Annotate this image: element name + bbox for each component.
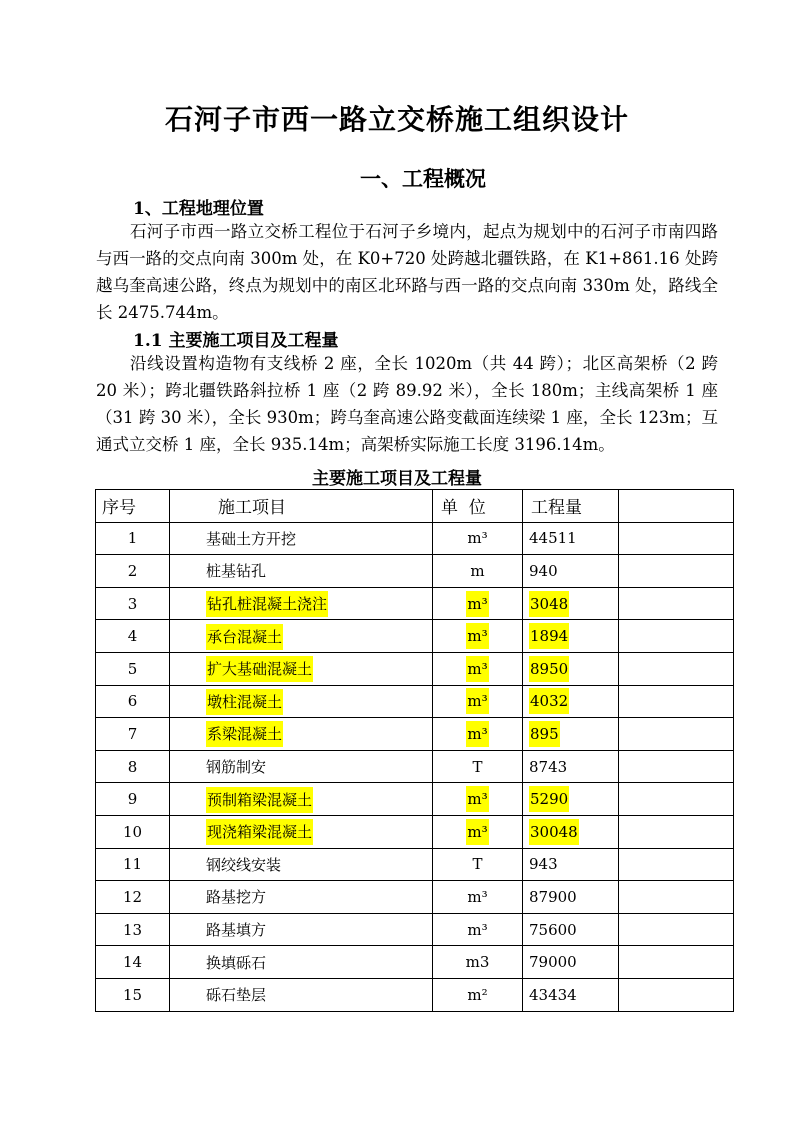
- row-blank: [619, 783, 734, 816]
- row-unit-text: m³: [466, 721, 488, 747]
- row-quantity-text: 79000: [529, 953, 577, 972]
- row-unit: [433, 620, 523, 653]
- row-item-text: 路基填方: [206, 921, 267, 940]
- row-unit-text: m³: [467, 920, 488, 939]
- table-row: [96, 718, 734, 751]
- row-number-text: 15: [122, 985, 143, 1004]
- table-row: [96, 815, 734, 848]
- row-item: [170, 685, 433, 718]
- row-quantity: [523, 848, 619, 881]
- row-blank: [619, 815, 734, 848]
- row-item-text: 钢筋制安: [206, 758, 267, 777]
- row-unit: [433, 652, 523, 685]
- table-body: [96, 522, 734, 1011]
- row-unit-text: m³: [466, 591, 488, 617]
- row-quantity-text: 43434: [529, 985, 577, 1004]
- table-row: [96, 522, 734, 555]
- row-quantity-text: 940: [529, 561, 558, 580]
- table-row: [96, 750, 734, 783]
- row-number: [96, 718, 170, 751]
- row-number: [96, 913, 170, 946]
- row-item-text: 预制箱梁混凝土: [206, 787, 313, 813]
- row-blank: [619, 913, 734, 946]
- row-quantity: [523, 978, 619, 1011]
- row-item: [170, 881, 433, 914]
- row-quantity-text: 4032: [529, 688, 569, 714]
- row-item: [170, 978, 433, 1011]
- row-unit-text: m³: [467, 529, 488, 548]
- table-row: [96, 685, 734, 718]
- table-row: [96, 978, 734, 1011]
- row-item: [170, 718, 433, 751]
- row-unit: [433, 881, 523, 914]
- row-blank: [619, 587, 734, 620]
- row-number-text: 8: [127, 757, 138, 776]
- row-number: [96, 555, 170, 588]
- row-unit: [433, 783, 523, 816]
- subsection-heading-quantities: 1.1 主要施工项目及工程量: [133, 331, 339, 351]
- row-quantity: [523, 750, 619, 783]
- row-item-text: 承台混凝土: [206, 624, 283, 650]
- table-row: [96, 848, 734, 881]
- row-quantity-text: 8950: [529, 656, 569, 682]
- row-unit-text: m³: [466, 819, 488, 845]
- table-row: [96, 587, 734, 620]
- table-row: [96, 946, 734, 979]
- row-number: [96, 620, 170, 653]
- row-number-text: 6: [127, 692, 138, 711]
- row-unit-text: m³: [466, 688, 488, 714]
- row-number: [96, 881, 170, 914]
- header-unit: 单 位: [433, 490, 523, 523]
- row-blank: [619, 522, 734, 555]
- row-item: [170, 913, 433, 946]
- row-quantity: [523, 587, 619, 620]
- row-number: [96, 587, 170, 620]
- row-quantity: [523, 685, 619, 718]
- row-blank: [619, 848, 734, 881]
- row-number: [96, 848, 170, 881]
- row-number: [96, 750, 170, 783]
- table-row: [96, 555, 734, 588]
- row-item-text: 现浇箱梁混凝土: [206, 819, 313, 845]
- page-title: 石河子市西一路立交桥施工组织设计: [164, 103, 629, 136]
- header-item: 施工项目: [170, 490, 433, 523]
- row-number-text: 13: [122, 920, 143, 939]
- row-number-text: 14: [122, 953, 143, 972]
- row-item: [170, 750, 433, 783]
- row-number: [96, 783, 170, 816]
- quantities-table: [95, 489, 734, 1012]
- row-unit: [433, 750, 523, 783]
- header-blank: [619, 490, 734, 523]
- row-blank: [619, 555, 734, 588]
- row-quantity: [523, 620, 619, 653]
- row-quantity-text: 943: [529, 855, 558, 874]
- row-number-text: 11: [122, 855, 143, 874]
- row-unit-text: m³: [466, 786, 488, 812]
- row-quantity-text: 1894: [529, 623, 569, 649]
- row-blank: [619, 881, 734, 914]
- row-item-text: 钻孔桩混凝土浇注: [206, 591, 328, 617]
- row-unit: [433, 815, 523, 848]
- row-quantity-text: 44511: [529, 529, 577, 548]
- quantities-paragraph: 沿线设置构造物有支线桥 2 座，全长 1020m（共 44 跨）；北区高架桥（2 跨 20 米）；跨北疆铁路斜拉桥 1 座（2 跨 89.92 米），全长 180m；主线高架桥 1 座（31 跨 30 米），全长 930m；跨乌奎高速公路变截面连续梁 1 座，全长 123m；互通式立交桥 1 座，全长 935.14m；高架桥实际施工长度 3196.14m。: [96, 354, 718, 454]
- location-paragraph: 石河子市西一路立交桥工程位于石河子乡境内，起点为规划中的石河子市南四路与西一路的交点向南 300m 处，在 K0+720 处跨越北疆铁路，在 K1+861.16 处跨越乌奎高速公路，终点为规划中的南区北环路与西一路的交点向南 330m 处，路线全长 2475.744m。: [96, 222, 718, 322]
- row-unit: [433, 718, 523, 751]
- row-number-text: 10: [122, 822, 143, 841]
- row-unit-text: m³: [467, 887, 488, 906]
- row-number: [96, 815, 170, 848]
- row-item: [170, 555, 433, 588]
- row-item: [170, 652, 433, 685]
- row-blank: [619, 620, 734, 653]
- row-blank: [619, 750, 734, 783]
- table-row: [96, 620, 734, 653]
- row-item-text: 钢绞线安装: [206, 855, 282, 874]
- row-blank: [619, 946, 734, 979]
- header-no: 序号: [96, 490, 170, 523]
- row-item-text: 路基挖方: [206, 888, 267, 907]
- row-unit-text: m³: [466, 623, 488, 649]
- row-unit: [433, 848, 523, 881]
- row-number-text: 2: [127, 561, 138, 580]
- section-title: 一、工程概况: [360, 166, 486, 191]
- row-item: [170, 783, 433, 816]
- row-quantity-text: 87900: [529, 887, 577, 906]
- row-number: [96, 685, 170, 718]
- table-row: [96, 881, 734, 914]
- row-unit-text: T: [472, 757, 483, 776]
- row-item: [170, 815, 433, 848]
- row-number: [96, 946, 170, 979]
- row-unit: [433, 978, 523, 1011]
- row-number-text: 5: [127, 659, 138, 678]
- row-unit: [433, 946, 523, 979]
- row-item: [170, 848, 433, 881]
- table-caption: 主要施工项目及工程量: [312, 469, 482, 489]
- row-quantity: [523, 522, 619, 555]
- row-number-text: 9: [127, 790, 138, 809]
- row-item-text: 墩柱混凝土: [206, 689, 283, 715]
- row-number: [96, 978, 170, 1011]
- row-item-text: 换填砾石: [206, 953, 267, 972]
- row-quantity-text: 30048: [529, 819, 579, 845]
- row-number-text: 7: [127, 724, 138, 743]
- row-quantity: [523, 652, 619, 685]
- row-quantity-text: 895: [529, 721, 560, 747]
- row-unit-text: m³: [466, 656, 488, 682]
- row-number-text: 3: [127, 594, 138, 613]
- row-quantity-text: 3048: [529, 591, 569, 617]
- row-unit-text: m: [470, 561, 485, 580]
- row-number: [96, 522, 170, 555]
- row-unit: [433, 587, 523, 620]
- subsection-heading-location: 1、工程地理位置: [133, 199, 264, 219]
- row-item: [170, 620, 433, 653]
- row-unit: [433, 685, 523, 718]
- header-quantity: 工程量: [523, 490, 619, 523]
- row-quantity-text: 75600: [529, 920, 577, 939]
- row-quantity: [523, 815, 619, 848]
- table-row: [96, 652, 734, 685]
- row-unit: [433, 555, 523, 588]
- row-item-text: 基础土方开挖: [206, 529, 297, 548]
- row-item-text: 砾石垫层: [206, 986, 267, 1005]
- row-blank: [619, 652, 734, 685]
- row-quantity: [523, 913, 619, 946]
- row-quantity: [523, 555, 619, 588]
- row-item: [170, 946, 433, 979]
- row-blank: [619, 685, 734, 718]
- row-unit: [433, 522, 523, 555]
- row-item: [170, 522, 433, 555]
- row-quantity: [523, 783, 619, 816]
- row-number-text: 4: [127, 627, 138, 646]
- row-number-text: 12: [122, 887, 143, 906]
- table-row: [96, 913, 734, 946]
- row-unit-text: m²: [467, 985, 488, 1004]
- row-quantity: [523, 881, 619, 914]
- row-blank: [619, 718, 734, 751]
- row-number-text: 1: [127, 529, 138, 548]
- row-number: [96, 652, 170, 685]
- row-item: [170, 587, 433, 620]
- row-quantity: [523, 718, 619, 751]
- row-quantity-text: 5290: [529, 786, 569, 812]
- row-unit-text: m3: [465, 953, 490, 972]
- row-quantity-text: 8743: [529, 757, 568, 776]
- row-quantity: [523, 946, 619, 979]
- table-header-row: [96, 490, 734, 523]
- row-item-text: 扩大基础混凝土: [206, 656, 313, 682]
- row-unit: [433, 913, 523, 946]
- row-item-text: 桩基钻孔: [206, 562, 267, 581]
- row-blank: [619, 978, 734, 1011]
- row-item-text: 系梁混凝土: [206, 721, 283, 747]
- row-unit-text: T: [472, 855, 483, 874]
- table-row: [96, 783, 734, 816]
